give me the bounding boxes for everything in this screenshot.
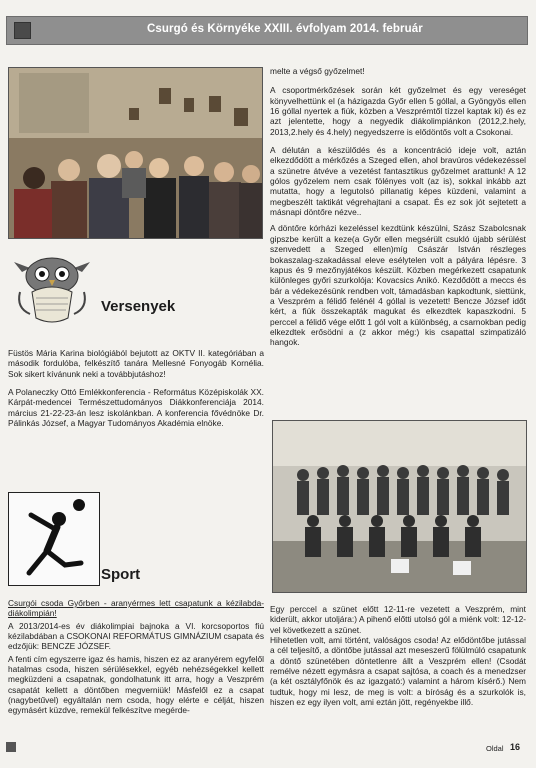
- handball-player-icon: [9, 493, 99, 585]
- right-paragraph-4: Egy perccel a szünet előtt 12-11-re vezetett a Veszprém, mint kiderült, akkor utoljára:) A pihenő előtti utolsó gól a miénk volt: 12-12-vel következett a szünet.: [270, 604, 526, 635]
- versenyek-body: [8, 348, 264, 436]
- audience-photo: [8, 67, 263, 239]
- right-column-top: [270, 66, 526, 356]
- sport-title: Sport: [101, 566, 141, 583]
- right-paragraph-2: A délután a készülődés és a koncentráció ideje volt, aztán elkezdődött a mérkőzés a Szeged ellen, ahol bravúros védekezéssel a szünetre átvéve a vezetést fantasztikus győzelmet arattunk! A 12 gólos győzelem nem csak fölényes volt (az is), sokkal inkább azt mutatta, hogy a legutolsó pillanatig képes küzdeni, valamint a megbeszélt taktikát végrehajtani a csapat. És ez sok jót sejtetett a másnapi döntőre nézve..: [270, 145, 526, 218]
- versenyek-paragraph-1: Füstös Mária Karina biológiából bejutott az OKTV II. kategóriában a második fordulóba, felkészítő tanára Mellesné Fonyogáb Kornélia. Sok sikert kívánunk neki a továbbjutáshoz!: [8, 348, 264, 379]
- header-title: Csurgó és Környéke XXIII. évfolyam 2014. február: [147, 23, 423, 35]
- owl-icon: [12, 252, 92, 327]
- right-paragraph-5: Hihetetlen volt, ami történt, valóságos csoda! Az elődöntőbe jutással a cél teljesítő, a döntőbe jutással azt meseszerű fölülmúló csapatunk a döntő szünetében döntetlenre állt a Veszprém ellen! (Csodát remélve nézett egymásra a csapat sajtósa, a coach és a menedzser (a két osztályfőnök és az igazgató:) valamint a három kísérő.) Nem tudtuk, hogy mi lesz, de meg is volt: a bíróság és a szurkolók is, hiszen ez egy ilyen volt, ami eztán jött, regényekbe illő.: [270, 635, 526, 708]
- footer-square-marker: [6, 742, 16, 752]
- audience-photo-drawing: [9, 68, 262, 238]
- sport-paragraph-2: A fenti cím egyszerre igaz és hamis, hiszen ez az aranyérem egyfelől hatalmas csoda, hiszen sérülésekkel, egyéb nehézségekkel kellett megküzdeni a csapatnak, gondolhatunk itt arra, hogy a Veszprém csapatát kellett a döntőben megverniük! Másfelől ez a csapat (nagybetűvel) egyáltalán nem csoda, hogy elérte e célját, hiszen egymásért küzdve, remekül felkészítve megérde-: [8, 653, 264, 716]
- team-photo: [272, 420, 527, 593]
- sport-paragraph-1: A 2013/2014-es év diákolimpiai bajnoka a VI. korcsoportos fiú kézilabdában a CSOKONAI REFORMÁTUS GIMNÁZIUM csapata és edzőjük: BENCZE JÓZSEF.: [8, 620, 264, 652]
- owl-mascot-illustration: [12, 252, 92, 327]
- sport-body: [8, 598, 264, 724]
- team-photo-drawing: [273, 421, 526, 592]
- sport-headline: Csurgói csoda Győrben - aranyérmes lett csapatunk a kézilabda-diákolimpián!: [8, 598, 264, 619]
- right-column-bottom: [270, 604, 526, 715]
- versenyek-paragraph-2: A Polaneczky Ottó Emlékkonferencia - Református Középiskolák XX. Kárpát-medencei Természettudományos Diákkonferenciája 2014. március 21-22-23-án lesz iskolánkban. A konferencia fővédnöke Dr. Pálinkás József, a Magyar Tudományos Akadémia elnöke.: [8, 387, 264, 429]
- right-paragraph-3: A döntőre kórházi kezeléssel kezdtünk készülni, Szász Szabolcsnak gipszbe került a keze(a Győr ellen megsérült csukló újabb sérülést szenvedett a Szeged ellen)míg Császár István részleges bokaszalag-szakadással eleve esélytelen volt a pályára lépésre. 3 kapus és 9 mezőnyjátékos készült. Közben megérkezett csapatunk különleges győri szurkolója: Kovacsics Anikó. Kezdődött a meccs és bár a védekezésünk rendben volt, támadásban kapkodtunk, siettünk, a Veszprém a félidő felénél 4 góllal is vezetett! Bencze József időt kért, a fiúk összekapták magukat és elkezdtek kapaszkodni. 5 perccel a félidő vége előtt 1 gól volt a különbség, a csarnokban pedig elkezdtek erősödni a (z akkor még:) kis csapattal szimpatizáló hangok.: [270, 223, 526, 348]
- right-paragraph-1: A csoportmérkőzések során két győzelmet és egy vereséget könyvelhettünk el (a házigazda Győr ellen 5 góllal, a Gyöngyös ellen 16 góllal nyertek a fiúk, közben a Veszprémtől tízzel kaptak ki) és ez azt jelentette, hogy a negyedik diákolimpiánkon (2012,2.hely, 2013,2.hely és 4.hely) negyedszerre is elődöntős volt a Csokonai.: [270, 85, 526, 137]
- header-bar: [6, 16, 528, 45]
- versenyek-title: Versenyek: [101, 298, 176, 315]
- right-paragraph-0: melte a végső győzelmet!: [270, 66, 365, 76]
- header-square-marker: [14, 22, 31, 39]
- page-number: 16: [510, 742, 521, 752]
- handball-pictogram: [8, 492, 100, 586]
- page-label: Oldal: [486, 744, 504, 753]
